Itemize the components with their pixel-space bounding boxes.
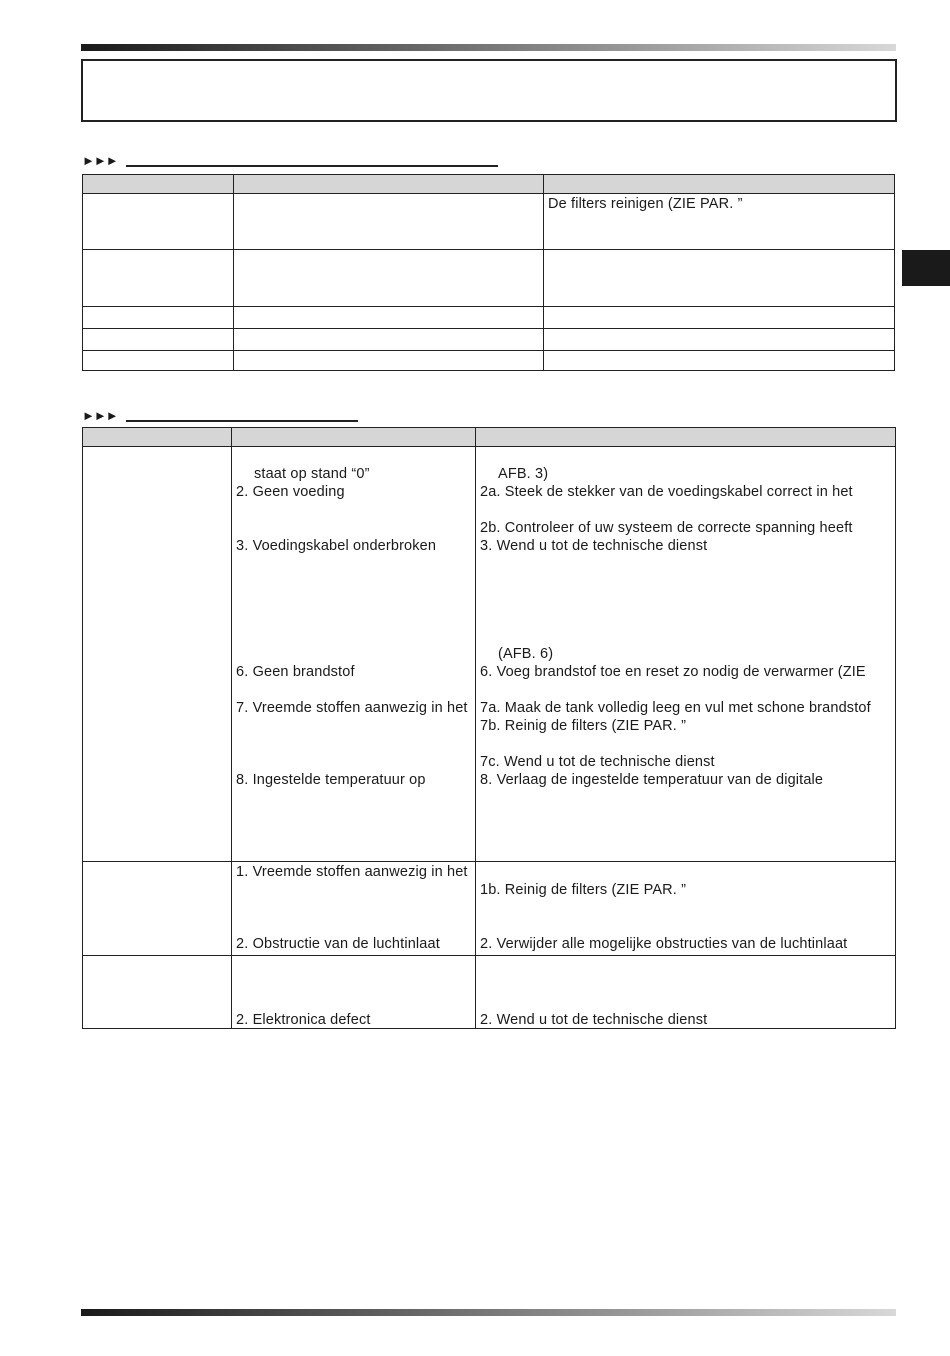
cause-line: 8. Ingestelde temperatuur op [236, 772, 426, 788]
section-1-heading [82, 154, 502, 168]
cause-line: 2. Elektronica defect [236, 1012, 371, 1028]
table-row [83, 351, 895, 371]
section-1-arrows: ►►► [82, 153, 118, 168]
language-side-tab [902, 250, 950, 286]
solution-line: 2. Wend u tot de technische dienst [480, 1012, 708, 1028]
solution-line: 7b. Reinig de filters (ZIE PAR. ” [480, 718, 687, 734]
cause-line: 7. Vreemde stoffen aanwezig in het [236, 700, 468, 716]
solution-line: 7c. Wend u tot de technische dienst [480, 754, 715, 770]
solution-line: 2. Verwijder alle mogelijke obstructies van de luchtinlaat [480, 936, 848, 952]
table-header-row [83, 175, 895, 194]
table-row [83, 956, 896, 1029]
table-row [83, 250, 895, 307]
solution-line: AFB. 3) [498, 466, 549, 482]
solution-line: 7a. Maak de tank volledig leeg en vul met schone brandstof [480, 700, 871, 716]
section-2-heading [82, 409, 362, 423]
section-2-underline [126, 420, 358, 422]
solution-line: 2b. Controleer of uw systeem de correcte spanning heeft [480, 520, 853, 536]
solution-line: (AFB. 6) [498, 646, 554, 662]
solution-line: 6. Voeg brandstof toe en reset zo nodig de verwarmer (ZIE [480, 664, 866, 680]
solution-text: De filters reinigen (ZIE PAR. ” [548, 196, 743, 212]
section-2-arrows: ►►► [82, 408, 118, 423]
solution-line: 2a. Steek de stekker van de voedingskabel correct in het [480, 484, 853, 500]
table-header-row [83, 428, 896, 447]
solution-line: 3. Wend u tot de technische dienst [480, 538, 708, 554]
cause-line: staat op stand “0” [254, 466, 370, 482]
cause-line: 2. Obstructie van de luchtinlaat [236, 936, 440, 952]
header-box [81, 59, 897, 122]
cause-line: 3. Voedingskabel onderbroken [236, 538, 437, 554]
cause-line: 6. Geen brandstof [236, 664, 355, 680]
table-row [83, 862, 896, 956]
solution-line: 8. Verlaag de ingestelde temperatuur van de digitale [480, 772, 824, 788]
section-1-table [82, 174, 895, 371]
solution-line: 1b. Reinig de filters (ZIE PAR. ” [480, 882, 687, 898]
table-row [83, 307, 895, 329]
section-2-table [82, 427, 896, 1029]
top-decorative-bar [81, 44, 896, 51]
cause-line: 2. Geen voeding [236, 484, 345, 500]
table-row [83, 194, 895, 250]
cause-line: 1. Vreemde stoffen aanwezig in het [236, 864, 468, 880]
section-1-underline [126, 165, 498, 167]
table-row [83, 447, 896, 862]
table-row [83, 329, 895, 351]
bottom-decorative-bar [81, 1309, 896, 1316]
